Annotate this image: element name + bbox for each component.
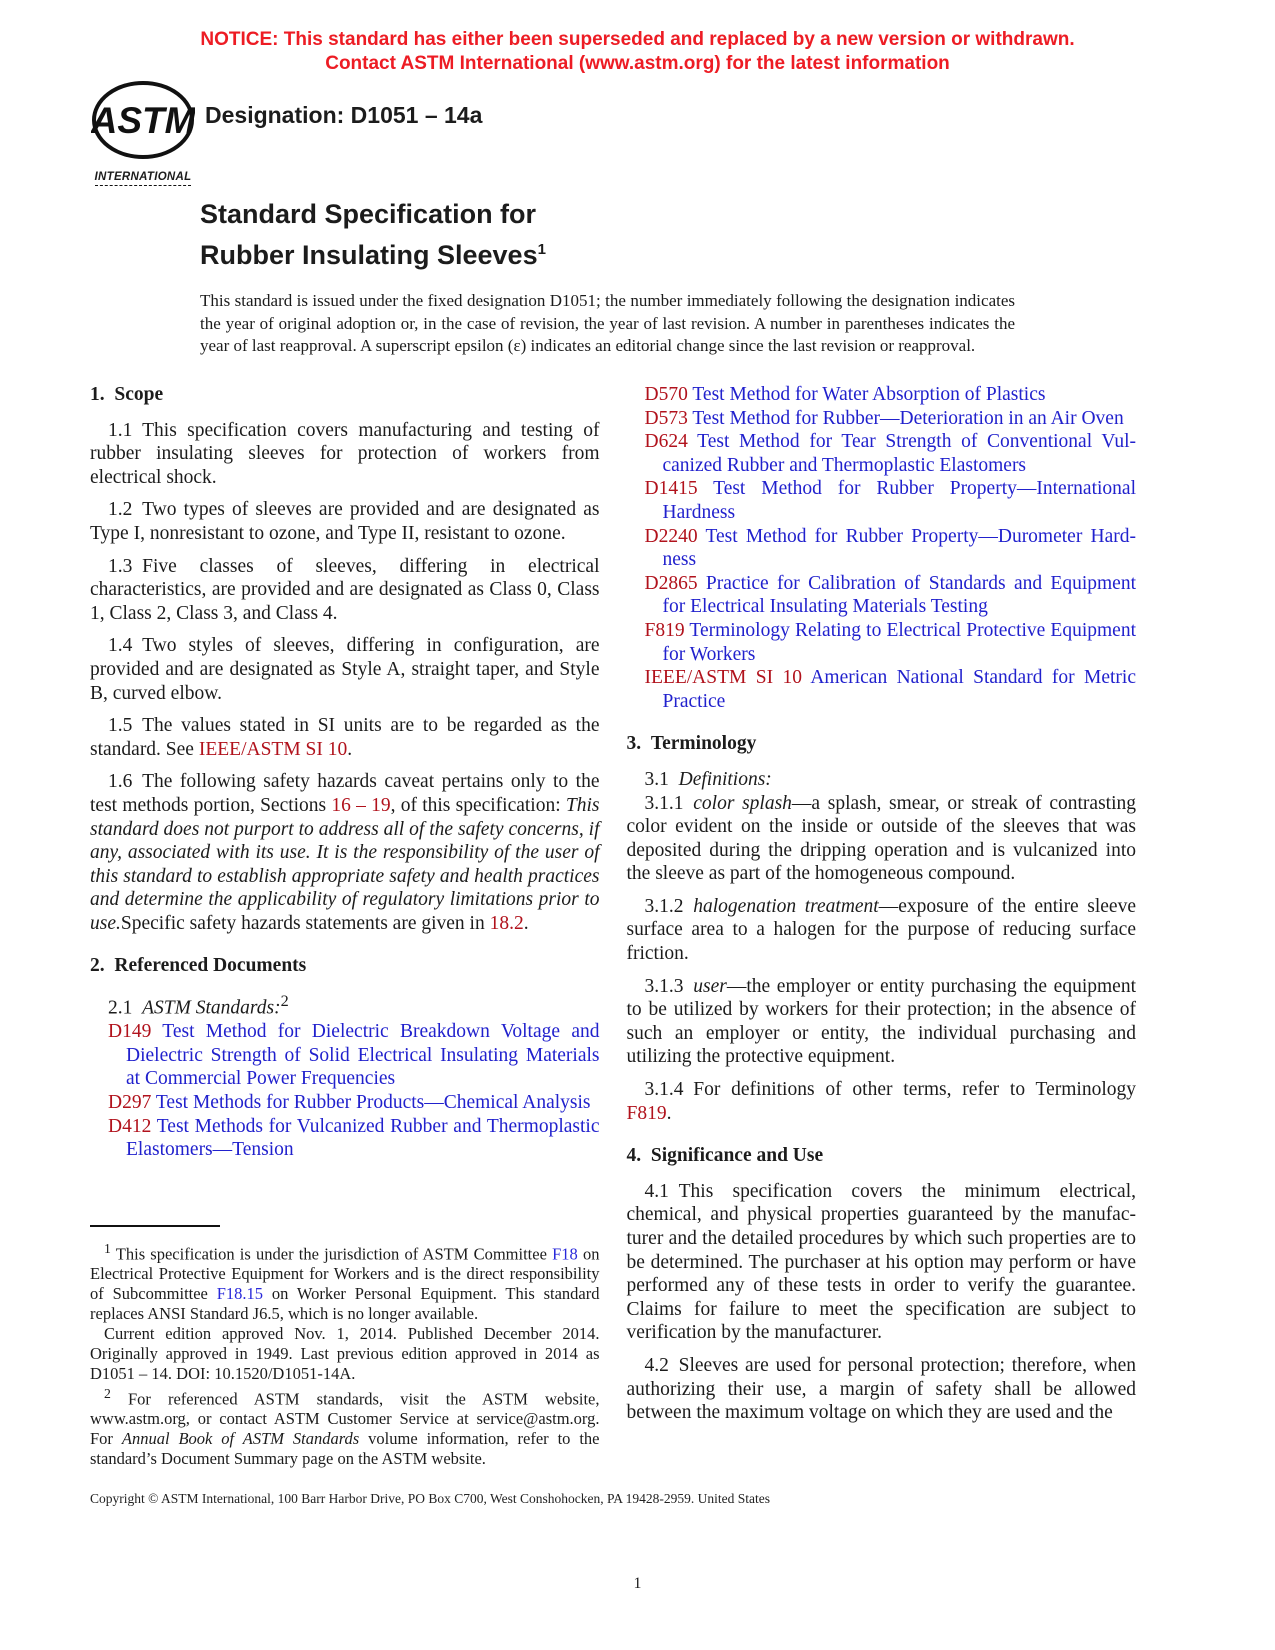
para-3-1-1: 3.1.1 color splash—a splash, smear, or streak of contrasting color evident on the inside or outside of the sleeves that was deposited during the dripping operation and is vulcanized into the sleeve as part of the homogeneous compound.: [626, 792, 1136, 885]
footnote-ref-2: 2: [280, 992, 289, 1011]
title-line-1: Standard Specification for: [200, 199, 537, 229]
reference-item-d412: [90, 1115, 600, 1162]
ref-title[interactable]: American National Standard for Metric Practice: [662, 667, 1136, 712]
svg-text:ASTM: ASTM: [91, 100, 195, 141]
link-f819[interactable]: F819: [626, 1102, 667, 1124]
footnote-edition: Current edition approved Nov. 1, 2014. Published December 2014. Originally approved in 1949. Last previous edition approved in 2014 as D1051 – 14. DOI: 10.1520/D1051-14A.: [90, 1324, 600, 1383]
designation-label: Designation: D1051 – 14a: [205, 102, 483, 128]
ref-code-link[interactable]: D624: [644, 431, 688, 453]
link-sections-16-19[interactable]: 16 – 19: [331, 794, 391, 816]
ref-title[interactable]: Terminology Relating to Electrical Protective Equipment for Workers: [662, 619, 1137, 665]
reference-item-f819: [627, 619, 1137, 666]
para-1-1: 1.1 This specification covers manufacturing and testing of rubber insulating sleeves for protection of workers from electrical shock.: [90, 419, 600, 488]
para-1-6: 1.6 The following safety hazards caveat pertains only to the test methods portion, Sections 16 – 19, of this specification: This standard does not purport to address all of the safety concerns, if any, associated with its use. It is the responsibility of the user of this standard to establish appropriate safety and health practices and determine the applicability of regulatory limitations prior to use.Specific safety hazards statements are given in 18.2.: [90, 771, 600, 934]
title-line-2: Rubber Insulating Sleeves$^1$: [200, 240, 546, 270]
ref-code-link[interactable]: D1415: [644, 478, 698, 500]
astm-logo: [88, 80, 198, 186]
para-3-1-2: 3.1.2 halogenation treatment—exposure of the entire sleeve surface area to a halogen for the purpose of reducing surface friction.: [626, 895, 1136, 965]
ref-code-link[interactable]: D297: [108, 1091, 152, 1113]
title-footnote-ref: 1: [537, 241, 546, 258]
ref-title[interactable]: Test Method for Dielectric Breakdown Voltage and Dielectric Strength of Solid Electrical Insulating Materials at Commercial Power Frequencies: [126, 1021, 600, 1090]
link-ieee-astm-si10[interactable]: IEEE/ASTM SI 10: [198, 738, 348, 760]
ref-title[interactable]: Test Method for Rubber—Deterioration in an Air Oven: [692, 407, 1124, 429]
notice-line-1: NOTICE: This standard has either been superseded and replaced by a new version or withdrawn.: [200, 29, 1075, 50]
ref-code-link[interactable]: F819: [644, 619, 685, 641]
two-column-body: [90, 383, 1136, 1469]
reference-item-d573: [627, 407, 1137, 431]
astm-logo-mark: [91, 80, 195, 162]
para-4-2: 4.2 Sleeves are used for personal protection; therefore, when authorizing their use, a margin of safety shall be allowed between the maximum voltage on which they are used and the: [626, 1354, 1136, 1424]
section-heading-significance: 4. Significance and Use: [626, 1145, 824, 1167]
supersession-notice: [0, 28, 1275, 76]
ref-code-link[interactable]: D2865: [644, 572, 698, 594]
para-1-4: 1.4 Two styles of sleeves, differing in configuration, are provided and are designated as Style A, straight taper, and Style B, curved elbow.: [90, 635, 600, 704]
ref-code-link[interactable]: D2240: [644, 525, 698, 547]
reference-item-d624: [627, 430, 1137, 477]
section-heading-scope: 1. Scope: [90, 384, 164, 405]
footnote-1: $^1$ This specification is under the jurisdiction of ASTM Committee F18 on Electrical Protective Equipment for Workers and is the direct responsibility of Subcommittee F18.15 on Worker Personal Equipment. This standard replaces ANSI Standard J6.5, which is no longer available.: [90, 1241, 600, 1324]
notice-line-2: Contact ASTM International (www.astm.org) for the latest information: [325, 53, 950, 74]
para-2-1: 2.1 ASTM Standards:$^2$: [108, 992, 289, 1019]
footnotes-block: [90, 1225, 600, 1469]
reference-item-d2240: [627, 525, 1137, 572]
issue-statement: This standard is issued under the fixed designation D1051; the number immediately following the designation indicates the year of original adoption or, in the case of revision, the year of last revision. A number in parentheses indicates the year of last reapproval. A superscript epsilon (ε) indicates an editorial change since the last revision or reapproval.: [200, 291, 1015, 355]
para-1-5: 1.5 The values stated in SI units are to be regarded as the standard. See IEEE/ASTM SI 10.: [90, 715, 600, 760]
section-heading-terminology: 3. Terminology: [626, 733, 757, 755]
ref-code-link[interactable]: D412: [108, 1115, 152, 1137]
ref-code-link[interactable]: D573: [644, 407, 688, 429]
copyright-line: Copyright © ASTM International, 100 Barr Harbor Drive, PO Box C700, West Conshohocken, PA 19428-2959. United States: [90, 1491, 771, 1506]
para-3-1-4: 3.1.4 For definitions of other terms, refer to Terminology F819.: [626, 1079, 1136, 1124]
page-number: 1: [633, 1575, 642, 1592]
reference-item-d297: [90, 1091, 600, 1115]
reference-item-ieee-astm-si10: [627, 666, 1137, 713]
para-1-2: 1.2 Two types of sleeves are provided and are designated as Type I, nonresistant to ozone, and Type II, resistant to ozone.: [90, 499, 600, 544]
ref-title[interactable]: Practice for Calibration of Standards and Equipment for Electrical Insulating Materials Testing: [662, 572, 1136, 618]
page-title: [200, 196, 546, 273]
reference-item-d2865: [627, 572, 1137, 619]
safety-caveat-italic: This standard does not purport to address all of the safety concerns, if any, associated with its use. It is the responsibility of the user of this standard to establish appropriate safety and health practices and determine the applicability of regulatory limitations prior to use.: [90, 794, 600, 934]
ref-title[interactable]: Test Method for Tear Strength of Conventional Vulcanized Rubber and Thermoplastic Elastomers: [662, 431, 1136, 476]
ref-title[interactable]: Test Method for Rubber Property—International Hardness: [662, 478, 1136, 523]
para-3-1-3: 3.1.3 user—the employer or entity purchasing the equipment to be utilized by workers for their protection; in the absence of such an employer or entity, the individual purchasing and utilizing the protective equipment.: [626, 975, 1136, 1068]
left-column: [90, 383, 600, 1469]
ref-title[interactable]: Test Methods for Rubber Products—Chemical Analysis: [155, 1091, 591, 1113]
reference-item-d149: [90, 1020, 600, 1091]
link-18-2[interactable]: 18.2: [489, 912, 524, 934]
para-3-1: 3.1 Definitions:: [644, 768, 772, 790]
ref-code-link[interactable]: D570: [644, 384, 688, 405]
reference-item-d1415: [627, 477, 1137, 524]
astm-logo-international-label: INTERNATIONAL: [95, 171, 192, 186]
footnote-separator: [90, 1225, 220, 1227]
ref-title[interactable]: Test Method for Rubber Property—Durometer Hardness: [662, 525, 1136, 571]
reference-item-d570: [627, 383, 1137, 407]
right-column: [627, 383, 1137, 1469]
para-1-3: 1.3 Five classes of sleeves, differing in electrical characteristics, are provided and are designated as Class 0, Class 1, Class 2, Class 3, and Class 4.: [90, 555, 600, 624]
link-f18-committee[interactable]: F18: [552, 1244, 578, 1264]
ref-title[interactable]: Test Method for Water Absorption of Plastics: [692, 384, 1046, 405]
ref-title[interactable]: Test Methods for Vulcanized Rubber and Thermoplastic Elastomers—Tension: [126, 1115, 600, 1161]
section-heading-referenced-documents: 2. Referenced Documents: [90, 955, 307, 977]
link-f18-15-subcommittee[interactable]: F18.15: [216, 1284, 264, 1304]
footnote-2: $^2$ For referenced ASTM standards, visit the ASTM website, www.astm.org, or contact ASTM Customer Service at service@astm.org. For Annual Book of ASTM Standards volume information, refer to the standard’s Document Summary page on the ASTM website.: [90, 1385, 600, 1469]
ref-code-link[interactable]: D149: [108, 1021, 152, 1043]
ref-code-link[interactable]: IEEE/ASTM SI 10: [644, 667, 802, 689]
para-4-1: 4.1 This specification covers the minimum electrical, chemical, and physical properties guaranteed by the manufacturer and the detailed procedures by which such properties are to be determined. The purchaser at his option may perform or have performed any of these tests in order to verify the guarantee. Claims for failure to meet the specification are subject to verification by the manufacturer.: [626, 1180, 1136, 1344]
